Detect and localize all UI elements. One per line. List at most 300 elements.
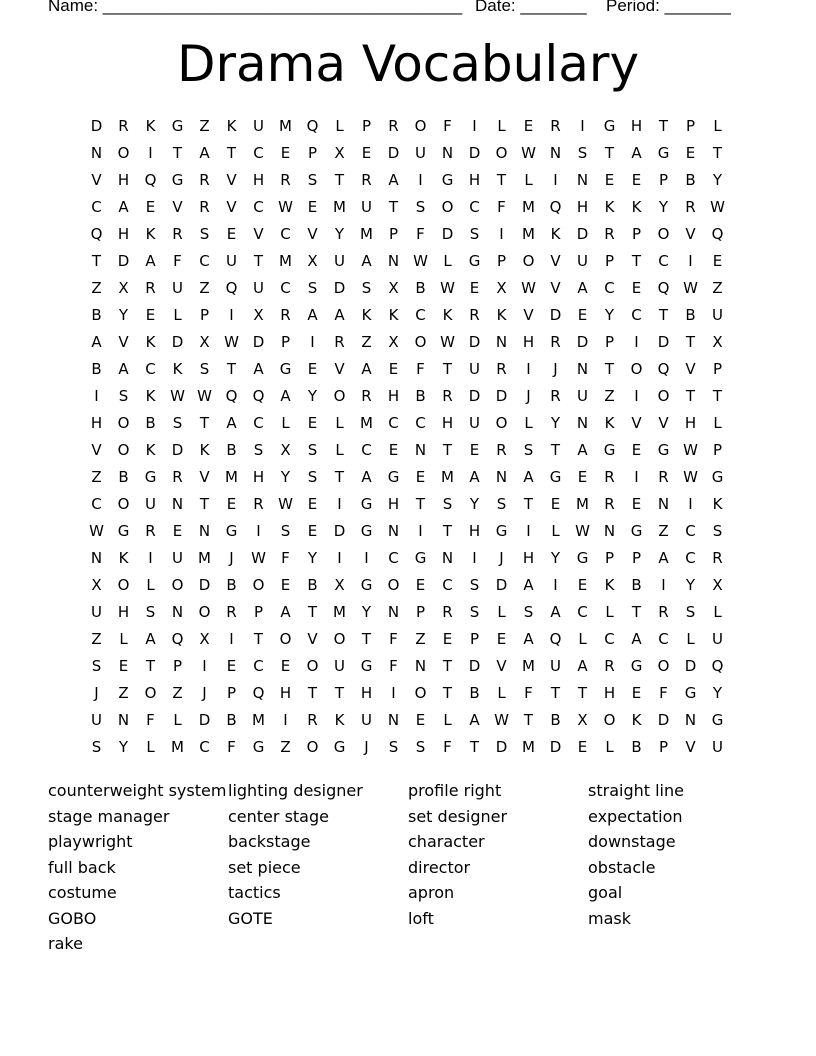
grid-letter: N bbox=[198, 522, 211, 540]
grid-letter: T bbox=[442, 441, 453, 459]
grid-letter: L bbox=[497, 684, 506, 702]
grid-letter: J bbox=[202, 684, 207, 702]
grid-letter: H bbox=[576, 198, 589, 216]
grid-letter: R bbox=[172, 468, 183, 486]
grid-letter: T bbox=[172, 144, 183, 162]
grid-letter: S bbox=[523, 441, 534, 459]
grid-letter: H bbox=[684, 414, 697, 432]
grid-letter: T bbox=[334, 468, 345, 486]
grid-letter: B bbox=[307, 576, 318, 594]
grid-row bbox=[83, 329, 733, 356]
word-bank-item: character bbox=[408, 832, 485, 851]
grid-letter: E bbox=[631, 495, 642, 513]
grid-letter: S bbox=[172, 414, 183, 432]
grid-letter: D bbox=[171, 333, 184, 351]
grid-letter: U bbox=[577, 387, 588, 405]
grid-letter: A bbox=[118, 360, 129, 378]
grid-letter: O bbox=[495, 144, 508, 162]
grid-letter: I bbox=[688, 252, 693, 270]
grid-row bbox=[83, 545, 733, 572]
grid-letter: Z bbox=[172, 684, 183, 702]
grid-letter: L bbox=[335, 414, 344, 432]
grid-letter: K bbox=[199, 441, 210, 459]
grid-letter: P bbox=[415, 603, 426, 621]
grid-letter: K bbox=[145, 117, 156, 135]
grid-letter: P bbox=[388, 225, 399, 243]
grid-letter: V bbox=[685, 360, 696, 378]
grid-letter: I bbox=[391, 684, 396, 702]
grid-letter: S bbox=[307, 279, 318, 297]
grid-letter: X bbox=[712, 576, 723, 594]
grid-letter: K bbox=[145, 333, 156, 351]
grid-letter: S bbox=[469, 603, 480, 621]
grid-letter: E bbox=[307, 495, 318, 513]
grid-letter: R bbox=[253, 495, 264, 513]
grid-row bbox=[83, 464, 733, 491]
grid-letter: T bbox=[361, 630, 372, 648]
grid-letter: W bbox=[521, 279, 536, 297]
grid-letter: D bbox=[117, 252, 130, 270]
grid-letter: G bbox=[657, 441, 670, 459]
grid-letter: D bbox=[333, 522, 346, 540]
grid-letter: S bbox=[253, 441, 264, 459]
grid-letter: K bbox=[631, 198, 642, 216]
grid-letter: T bbox=[334, 684, 345, 702]
grid-letter: O bbox=[414, 117, 427, 135]
grid-letter: Z bbox=[91, 468, 102, 486]
grid-letter: R bbox=[496, 360, 507, 378]
grid-letter: T bbox=[658, 117, 669, 135]
grid-letter: R bbox=[334, 333, 345, 351]
grid-letter: S bbox=[145, 603, 156, 621]
grid-letter: L bbox=[335, 117, 344, 135]
grid-letter: A bbox=[307, 306, 318, 324]
word-bank-item: set designer bbox=[408, 806, 508, 826]
grid-letter: A bbox=[388, 171, 399, 189]
grid-letter: U bbox=[712, 630, 723, 648]
grid-letter: I bbox=[499, 225, 504, 243]
grid-letter: E bbox=[361, 144, 372, 162]
grid-letter: T bbox=[550, 684, 561, 702]
grid-letter: M bbox=[522, 738, 535, 756]
grid-letter: B bbox=[469, 684, 480, 702]
grid-letter: U bbox=[334, 252, 345, 270]
grid-letter: A bbox=[631, 630, 642, 648]
grid-letter: C bbox=[469, 198, 480, 216]
student-info-header bbox=[48, 0, 748, 20]
grid-letter: L bbox=[524, 414, 533, 432]
grid-letter: P bbox=[658, 171, 669, 189]
grid-letter: I bbox=[418, 171, 423, 189]
grid-letter: B bbox=[145, 414, 156, 432]
grid-letter: I bbox=[283, 711, 288, 729]
grid-letter: N bbox=[90, 144, 103, 162]
grid-letter: W bbox=[683, 441, 698, 459]
grid-letter: J bbox=[553, 360, 558, 378]
grid-letter: H bbox=[468, 171, 481, 189]
word-search-grid bbox=[83, 113, 733, 761]
grid-letter: O bbox=[279, 630, 292, 648]
grid-letter: I bbox=[688, 495, 693, 513]
word-bank-item: apron bbox=[408, 883, 455, 902]
grid-letter: H bbox=[360, 684, 373, 702]
grid-letter: T bbox=[685, 333, 696, 351]
grid-letter: M bbox=[441, 468, 454, 486]
grid-letter: R bbox=[604, 495, 615, 513]
grid-letter: W bbox=[710, 198, 725, 216]
grid-letter: O bbox=[306, 657, 319, 675]
grid-letter: F bbox=[497, 198, 506, 216]
grid-letter: E bbox=[712, 252, 723, 270]
grid-letter: V bbox=[307, 630, 318, 648]
grid-letter: Q bbox=[144, 171, 157, 189]
grid-letter: D bbox=[495, 738, 508, 756]
grid-letter: V bbox=[631, 414, 642, 432]
grid-letter: Q bbox=[225, 387, 238, 405]
grid-letter: X bbox=[334, 576, 345, 594]
grid-letter: D bbox=[657, 333, 670, 351]
grid-letter: G bbox=[225, 522, 238, 540]
grid-row bbox=[83, 275, 733, 302]
grid-letter: G bbox=[171, 117, 184, 135]
grid-letter: N bbox=[495, 468, 508, 486]
grid-letter: B bbox=[631, 738, 642, 756]
grid-letter: Y bbox=[550, 414, 561, 432]
grid-letter: K bbox=[118, 549, 129, 567]
grid-row bbox=[83, 356, 733, 383]
grid-letter: A bbox=[631, 144, 642, 162]
grid-letter: I bbox=[256, 522, 261, 540]
grid-letter: L bbox=[497, 603, 506, 621]
grid-letter: I bbox=[661, 576, 666, 594]
grid-letter: Z bbox=[604, 387, 615, 405]
grid-letter: T bbox=[631, 252, 642, 270]
grid-letter: N bbox=[576, 414, 589, 432]
grid-letter: Y bbox=[118, 306, 129, 324]
grid-letter: I bbox=[148, 144, 153, 162]
grid-letter: C bbox=[91, 198, 102, 216]
grid-letter: E bbox=[604, 171, 615, 189]
grid-letter: T bbox=[91, 252, 102, 270]
grid-letter: E bbox=[307, 414, 318, 432]
grid-letter: S bbox=[685, 603, 696, 621]
grid-letter: O bbox=[414, 333, 427, 351]
grid-letter: G bbox=[495, 522, 508, 540]
grid-letter: B bbox=[685, 171, 696, 189]
word-bank-item: costume bbox=[48, 883, 117, 902]
word-bank-item: rake bbox=[48, 934, 83, 953]
grid-letter: N bbox=[684, 711, 697, 729]
grid-letter: Z bbox=[199, 279, 210, 297]
grid-letter: D bbox=[576, 333, 589, 351]
grid-letter: L bbox=[686, 630, 695, 648]
grid-letter: M bbox=[279, 252, 292, 270]
grid-letter: K bbox=[631, 711, 642, 729]
grid-letter: I bbox=[634, 468, 639, 486]
grid-letter: H bbox=[90, 414, 103, 432]
grid-letter: B bbox=[631, 576, 642, 594]
grid-letter: Y bbox=[712, 171, 723, 189]
grid-letter: U bbox=[172, 279, 183, 297]
grid-letter: T bbox=[550, 441, 561, 459]
grid-letter: X bbox=[199, 333, 210, 351]
grid-letter: Q bbox=[306, 117, 319, 135]
grid-letter: L bbox=[443, 711, 452, 729]
grid-letter: H bbox=[522, 549, 535, 567]
grid-letter: N bbox=[576, 360, 589, 378]
grid-letter: O bbox=[333, 387, 346, 405]
grid-letter: E bbox=[442, 630, 453, 648]
grid-letter: V bbox=[118, 333, 129, 351]
grid-letter: I bbox=[94, 387, 99, 405]
grid-letter: E bbox=[172, 522, 183, 540]
grid-letter: L bbox=[713, 414, 722, 432]
grid-letter: D bbox=[495, 576, 508, 594]
grid-letter: I bbox=[229, 630, 234, 648]
grid-letter: C bbox=[280, 279, 291, 297]
grid-letter: Y bbox=[118, 738, 129, 756]
grid-letter: I bbox=[472, 549, 477, 567]
grid-letter: G bbox=[171, 171, 184, 189]
grid-letter: U bbox=[145, 495, 156, 513]
grid-letter: O bbox=[117, 414, 130, 432]
grid-letter: G bbox=[576, 549, 589, 567]
word-bank-item: playwright bbox=[48, 832, 133, 851]
grid-letter: E bbox=[631, 684, 642, 702]
grid-letter: Z bbox=[415, 630, 426, 648]
grid-letter: A bbox=[118, 198, 129, 216]
grid-letter: E bbox=[415, 468, 426, 486]
grid-letter: W bbox=[197, 387, 212, 405]
grid-letter: B bbox=[118, 468, 129, 486]
grid-letter: D bbox=[495, 387, 508, 405]
word-bank-item: downstage bbox=[588, 832, 676, 851]
grid-letter: H bbox=[279, 684, 292, 702]
grid-letter: T bbox=[604, 144, 615, 162]
grid-letter: Y bbox=[307, 387, 318, 405]
grid-letter: L bbox=[281, 414, 290, 432]
grid-letter: N bbox=[387, 252, 400, 270]
grid-letter: D bbox=[468, 657, 481, 675]
grid-letter: T bbox=[442, 360, 453, 378]
grid-letter: O bbox=[495, 414, 508, 432]
grid-letter: E bbox=[496, 630, 507, 648]
grid-letter: O bbox=[657, 657, 670, 675]
grid-letter: L bbox=[605, 603, 614, 621]
grid-letter: Q bbox=[657, 279, 670, 297]
grid-letter: G bbox=[549, 468, 562, 486]
grid-row bbox=[83, 383, 733, 410]
grid-letter: F bbox=[173, 252, 182, 270]
grid-letter: U bbox=[469, 414, 480, 432]
grid-letter: D bbox=[171, 441, 184, 459]
grid-letter: H bbox=[387, 387, 400, 405]
grid-letter: A bbox=[361, 360, 372, 378]
grid-letter: O bbox=[117, 495, 130, 513]
grid-letter: R bbox=[145, 279, 156, 297]
grid-letter: X bbox=[280, 441, 291, 459]
grid-letter: A bbox=[199, 144, 210, 162]
grid-letter: E bbox=[307, 522, 318, 540]
grid-letter: I bbox=[202, 657, 207, 675]
grid-letter: U bbox=[469, 360, 480, 378]
grid-letter: Y bbox=[550, 549, 561, 567]
grid-letter: V bbox=[685, 225, 696, 243]
grid-row bbox=[83, 167, 733, 194]
grid-letter: N bbox=[657, 495, 670, 513]
grid-letter: J bbox=[499, 549, 504, 567]
grid-letter: G bbox=[117, 522, 130, 540]
grid-letter: N bbox=[387, 603, 400, 621]
grid-letter: Z bbox=[658, 522, 669, 540]
grid-letter: O bbox=[657, 387, 670, 405]
grid-letter: S bbox=[712, 522, 723, 540]
grid-letter: P bbox=[712, 441, 723, 459]
grid-letter: S bbox=[307, 441, 318, 459]
grid-letter: M bbox=[333, 198, 346, 216]
grid-letter: C bbox=[685, 522, 696, 540]
period-field-label: Period: _______ bbox=[606, 0, 731, 15]
grid-letter: M bbox=[576, 495, 589, 513]
grid-letter: H bbox=[441, 414, 454, 432]
grid-letter: G bbox=[603, 117, 616, 135]
grid-letter: X bbox=[496, 279, 507, 297]
grid-letter: T bbox=[442, 684, 453, 702]
grid-letter: E bbox=[280, 657, 291, 675]
grid-letter: B bbox=[91, 360, 102, 378]
grid-row bbox=[83, 572, 733, 599]
grid-letter: Z bbox=[199, 117, 210, 135]
grid-letter: E bbox=[280, 144, 291, 162]
word-bank-item: lighting designer bbox=[228, 781, 363, 800]
grid-letter: Y bbox=[469, 495, 480, 513]
grid-letter: E bbox=[415, 711, 426, 729]
grid-letter: W bbox=[440, 333, 455, 351]
grid-letter: R bbox=[226, 603, 237, 621]
grid-letter: M bbox=[279, 117, 292, 135]
grid-letter: E bbox=[631, 279, 642, 297]
grid-letter: F bbox=[443, 738, 452, 756]
grid-letter: F bbox=[389, 630, 398, 648]
word-bank-item: director bbox=[408, 857, 471, 877]
grid-letter: S bbox=[415, 738, 426, 756]
grid-letter: C bbox=[253, 414, 264, 432]
grid-letter: S bbox=[415, 198, 426, 216]
grid-letter: O bbox=[657, 225, 670, 243]
grid-letter: S bbox=[199, 225, 210, 243]
grid-letter: M bbox=[198, 549, 211, 567]
grid-letter: L bbox=[605, 738, 614, 756]
grid-letter: H bbox=[117, 171, 130, 189]
grid-letter: N bbox=[576, 171, 589, 189]
grid-letter: G bbox=[603, 441, 616, 459]
grid-letter: L bbox=[713, 117, 722, 135]
grid-letter: S bbox=[361, 279, 372, 297]
grid-letter: X bbox=[253, 306, 264, 324]
grid-letter: A bbox=[577, 441, 588, 459]
grid-letter: A bbox=[469, 468, 480, 486]
grid-letter: N bbox=[495, 333, 508, 351]
grid-letter: Q bbox=[252, 684, 265, 702]
grid-letter: L bbox=[497, 117, 506, 135]
grid-letter: I bbox=[364, 549, 369, 567]
grid-row bbox=[83, 248, 733, 275]
grid-letter: U bbox=[226, 252, 237, 270]
grid-row bbox=[83, 707, 733, 734]
grid-letter: R bbox=[361, 387, 372, 405]
grid-letter: E bbox=[577, 306, 588, 324]
grid-letter: P bbox=[496, 252, 507, 270]
grid-letter: G bbox=[441, 171, 454, 189]
grid-letter: K bbox=[550, 225, 561, 243]
grid-letter: T bbox=[523, 711, 534, 729]
grid-letter: C bbox=[280, 225, 291, 243]
grid-letter: V bbox=[172, 198, 183, 216]
grid-letter: R bbox=[145, 522, 156, 540]
grid-letter: L bbox=[335, 441, 344, 459]
grid-letter: J bbox=[229, 549, 234, 567]
grid-letter: V bbox=[523, 306, 534, 324]
grid-letter: S bbox=[523, 603, 534, 621]
grid-letter: M bbox=[360, 414, 373, 432]
grid-letter: I bbox=[148, 549, 153, 567]
grid-letter: S bbox=[469, 225, 480, 243]
grid-letter: X bbox=[118, 279, 129, 297]
grid-letter: M bbox=[252, 711, 265, 729]
grid-letter: D bbox=[90, 117, 103, 135]
grid-letter: A bbox=[523, 576, 534, 594]
grid-letter: U bbox=[712, 306, 723, 324]
grid-letter: Q bbox=[171, 630, 184, 648]
grid-letter: H bbox=[252, 468, 265, 486]
grid-letter: C bbox=[91, 495, 102, 513]
grid-letter: X bbox=[712, 333, 723, 351]
grid-letter: A bbox=[253, 360, 264, 378]
grid-letter: K bbox=[712, 495, 723, 513]
grid-letter: P bbox=[604, 333, 615, 351]
date-field-label: Date: _______ bbox=[475, 0, 587, 15]
grid-letter: T bbox=[334, 171, 345, 189]
grid-row bbox=[83, 410, 733, 437]
grid-letter: A bbox=[523, 468, 534, 486]
grid-letter: T bbox=[496, 171, 507, 189]
grid-letter: D bbox=[387, 144, 400, 162]
word-bank-item: center stage bbox=[228, 806, 329, 826]
grid-letter: G bbox=[333, 738, 346, 756]
grid-letter: Y bbox=[712, 684, 723, 702]
grid-letter: L bbox=[173, 306, 182, 324]
grid-letter: D bbox=[657, 711, 670, 729]
grid-letter: Y bbox=[604, 306, 615, 324]
grid-letter: D bbox=[468, 144, 481, 162]
grid-row bbox=[83, 437, 733, 464]
grid-row bbox=[83, 302, 733, 329]
grid-letter: D bbox=[468, 387, 481, 405]
grid-letter: D bbox=[684, 657, 697, 675]
grid-letter: K bbox=[496, 306, 507, 324]
grid-letter: M bbox=[522, 198, 535, 216]
grid-letter: T bbox=[658, 306, 669, 324]
grid-letter: V bbox=[91, 441, 102, 459]
grid-letter: T bbox=[469, 738, 480, 756]
grid-letter: K bbox=[145, 225, 156, 243]
grid-letter: K bbox=[226, 117, 237, 135]
grid-letter: Q bbox=[711, 225, 724, 243]
grid-letter: C bbox=[415, 306, 426, 324]
grid-letter: N bbox=[414, 441, 427, 459]
grid-letter: S bbox=[199, 360, 210, 378]
grid-letter: T bbox=[253, 252, 264, 270]
